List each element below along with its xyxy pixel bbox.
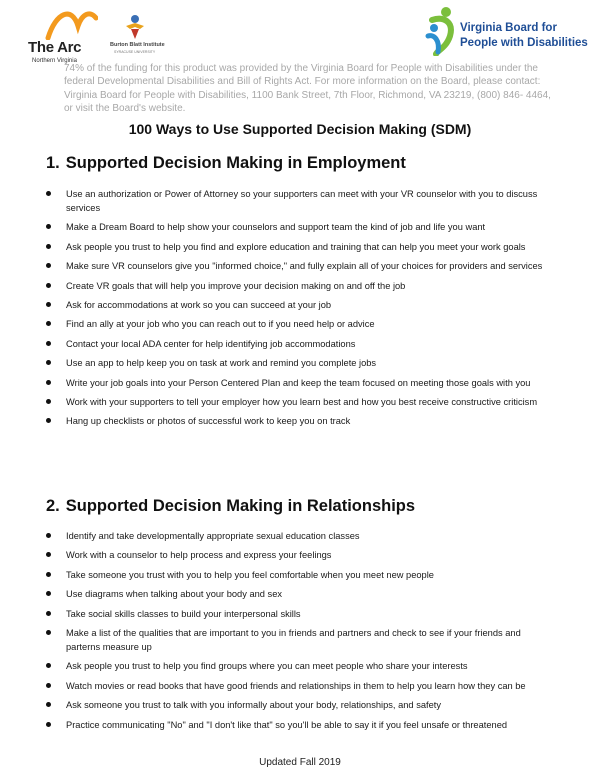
list-item — [46, 698, 556, 712]
bullet-icon — [46, 591, 51, 596]
list-item-text: Identify and take developmentally appropriate sexual education classes — [66, 531, 360, 541]
list-item-text: Find an ally at your job who you can reach out to if you need help or advice — [66, 319, 375, 330]
bbi-figure-icon — [122, 14, 148, 40]
list-item — [46, 607, 556, 621]
bullet-icon — [46, 283, 51, 288]
bullet-icon — [46, 418, 51, 423]
list-item-text: Work with a counselor to help process and express your feelings — [66, 550, 332, 561]
vbpd-logo-line2: People with Disabilities — [460, 37, 588, 49]
list-item — [46, 679, 556, 693]
list-item-text: Ask people you trust to help you find groups where you can meet people who share your interests — [66, 661, 468, 672]
section-title: Supported Decision Making in Employment — [65, 154, 406, 172]
list-item-text: Watch movies or read books that have good friends and relationships in them to help you learn how they can be — [66, 680, 526, 691]
list-item-text: Create VR goals that will help you improve your decision making on and off the job — [66, 280, 406, 291]
bullet-icon — [46, 191, 51, 196]
vbpd-people-icon — [424, 6, 464, 56]
list-item-text: Practice communicating "No" and "I don't like that" so you'll be able to say it if you feel unsafe or threatened — [66, 719, 508, 730]
bullet-icon — [46, 360, 51, 365]
vbpd-logo-line1: Virginia Board for — [460, 22, 557, 34]
list-item — [46, 259, 556, 273]
list-item — [46, 548, 556, 562]
bullet-icon — [46, 399, 51, 404]
list-item — [46, 298, 556, 312]
bullet-icon — [46, 224, 51, 229]
bullet-icon — [46, 702, 51, 707]
bullet-icon — [46, 380, 51, 385]
list-item-text: Hang up checklists or photos of successful work to keep you on track — [66, 416, 351, 427]
funding-note: 74% of the funding for this product was provided by the Virginia Board for People with Disabilities under the federal Developmental Disabilities and Bill of Rights Act. For more information on the Board, please contact: Virginia Board for People with Disabilities, 1100 Bank Street, 7th Floor, Richmond, VA 23219, (800) 846- 4464, or visit the Board's website. — [64, 63, 551, 115]
burton-blatt-logo — [110, 14, 168, 66]
bullet-icon — [46, 341, 51, 346]
section-title: Supported Decision Making in Relationships — [65, 497, 416, 515]
list-item-text: Write your job goals into your Person Centered Plan and keep the team focused on meeting those goals with you — [66, 377, 531, 388]
list-item — [46, 395, 556, 409]
list-item-text: Use an authorization or Power of Attorney so your supporters can meet with your VR counselor with you to discuss services — [66, 189, 538, 213]
list-item — [46, 718, 556, 732]
section-number: 1. — [46, 154, 60, 172]
list-item-text: Make a list of the qualities that are important to you in friends and partners and check to see if your friends and parterns measure up — [66, 627, 521, 652]
section-heading-relationships — [46, 497, 415, 516]
bbi-logo-name: Burton Blatt Institute — [110, 42, 165, 48]
bullet-icon — [46, 611, 51, 616]
bullet-icon — [46, 263, 51, 268]
list-item — [46, 587, 556, 601]
footer-updated: Updated Fall 2019 — [259, 757, 341, 768]
bullet-icon — [46, 722, 51, 727]
bullet-icon — [46, 572, 51, 577]
list-item-text: Work with your supporters to tell your employer how you learn best and how you best receive constructive criticism — [66, 396, 538, 407]
list-item-text: Ask someone you trust to talk with you informally about your body, relationships, and safety — [66, 700, 441, 711]
arc-logo-region: Northern Virginia — [32, 58, 77, 64]
list-item — [46, 414, 556, 428]
list-item — [46, 240, 556, 254]
list-item-text: Contact your local ADA center for help identifying job accommodations — [66, 338, 356, 349]
arc-logo-name: The Arc — [28, 39, 82, 56]
bullet-icon — [46, 663, 51, 668]
employment-list — [46, 187, 556, 434]
the-arc-logo — [22, 8, 110, 66]
bullet-icon — [46, 552, 51, 557]
list-item-text: Ask for accommodations at work so you can succeed at your job — [66, 299, 332, 310]
bullet-icon — [46, 302, 51, 307]
list-item — [46, 279, 556, 293]
document-title: 100 Ways to Use Supported Decision Making (SDM) — [128, 121, 472, 137]
relationships-list — [46, 529, 556, 737]
bullet-icon — [46, 321, 51, 326]
list-item — [46, 659, 556, 673]
list-item-text: Take social skills classes to build your interpersonal skills — [66, 608, 301, 619]
list-item-text: Make a Dream Board to help show your counselors and support team the kind of job and life you want — [66, 222, 486, 233]
bullet-icon — [46, 683, 51, 688]
list-item — [46, 626, 556, 654]
section-number: 2. — [46, 497, 60, 515]
list-item — [46, 187, 556, 215]
list-item — [46, 568, 556, 582]
bullet-icon — [46, 630, 51, 635]
list-item — [46, 337, 556, 351]
bbi-logo-sub: SYRACUSE UNIVERSITY — [114, 50, 156, 54]
list-item — [46, 529, 556, 543]
list-item-text: Ask people you trust to help you find and explore education and training that can help you meet your work goals — [66, 241, 526, 252]
list-item — [46, 317, 556, 331]
list-item-text: Use diagrams when talking about your body and sex — [66, 589, 283, 600]
list-item — [46, 376, 556, 390]
list-item — [46, 356, 556, 370]
virginia-board-logo — [424, 4, 592, 60]
bullet-icon — [46, 244, 51, 249]
section-heading-employment — [46, 154, 406, 173]
arc-swoosh-icon — [42, 8, 98, 40]
list-item-text: Use an app to help keep you on task at work and remind you complete jobs — [66, 358, 377, 369]
bullet-icon — [46, 533, 51, 538]
list-item-text: Make sure VR counselors give you "informed choice," and fully explain all of your choices for providers and services — [66, 261, 543, 272]
list-item — [46, 220, 556, 234]
list-item-text: Take someone you trust with you to help you feel comfortable when you meet new people — [66, 569, 434, 580]
